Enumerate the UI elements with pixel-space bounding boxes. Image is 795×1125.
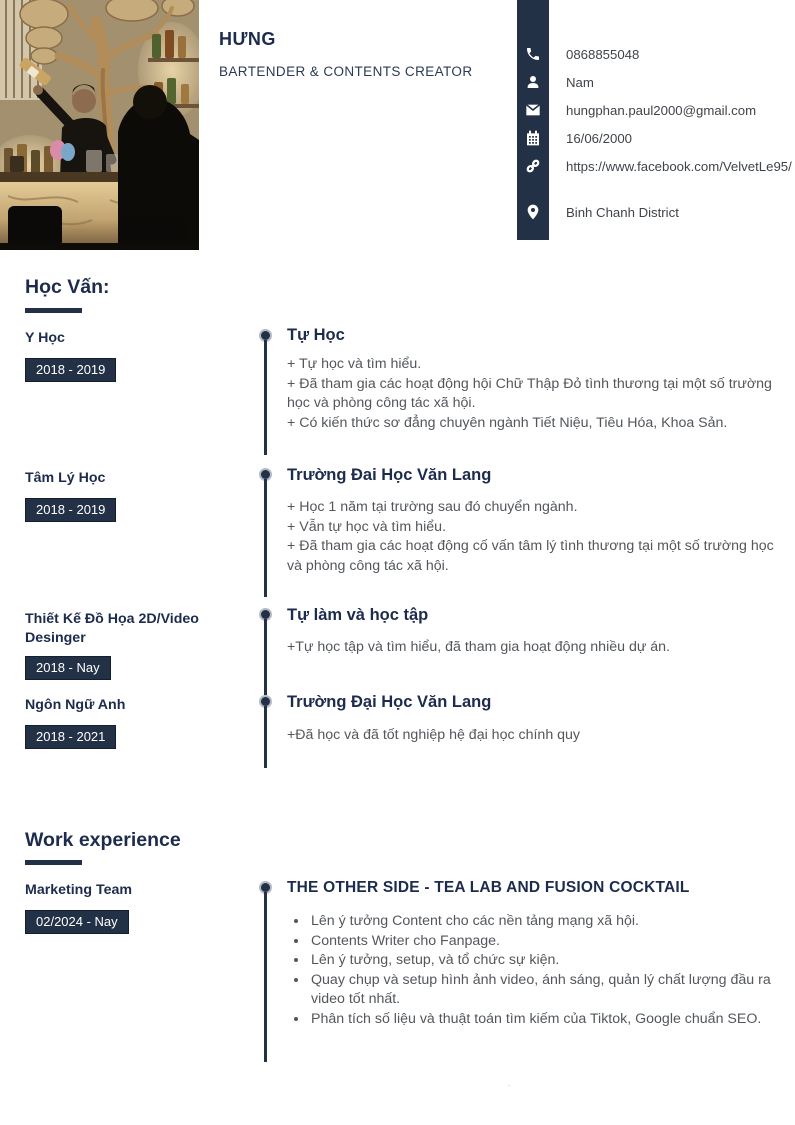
work-heading-underline — [25, 860, 82, 865]
phone-icon — [525, 46, 541, 62]
work-bullet: • Quay chụp và setup hình ảnh video, ánh sáng, quản lý chất lượng đầu ra video tốt nhất. — [309, 971, 795, 1010]
work-bullet: • Lên ý tưởng, setup, và tổ chức sự kiện. — [309, 951, 795, 971]
detail-line: + Đã tham gia các hoạt động hội Chữ Thập Đỏ tình thương tại một số trường học và phòng công tác xã hội. — [287, 375, 772, 411]
education-title: Tâm Lý Học — [25, 470, 106, 486]
education-title: Y Học — [25, 330, 65, 346]
detail-line: +Tự học tập và tìm hiểu, đã tham gia hoạt động nhiều dự án. — [287, 639, 670, 655]
education-title: Ngôn Ngữ Anh — [25, 697, 126, 713]
timeline-line — [264, 619, 267, 695]
work-bullet: • Contents Writer cho Fanpage. — [309, 932, 795, 952]
work-org: THE OTHER SIDE - TEA LAB AND FUSION COCKTAIL — [287, 879, 690, 896]
education-org: Trường Đai Học Văn Lang — [287, 466, 492, 484]
education-org: Trường Đại Học Văn Lang — [287, 693, 492, 711]
detail-line: +Đã học và đã tốt nghiệp hệ đại học chính quy — [287, 727, 581, 743]
education-section-heading: Học Vấn: — [25, 276, 110, 298]
candidate-name: HƯNG — [219, 29, 276, 49]
work-title: Marketing Team — [25, 882, 132, 898]
profile-photo — [0, 0, 199, 250]
education-period-badge: 2018 - 2019 — [25, 358, 116, 382]
education-details — [287, 638, 779, 658]
timeline-line — [264, 479, 267, 597]
education-org: Tự làm và học tập — [287, 606, 429, 624]
work-section-heading: Work experience — [25, 829, 181, 851]
location-icon — [525, 204, 541, 220]
education-period-badge: 2018 - Nay — [25, 656, 111, 680]
education-period-badge: 2018 - 2021 — [25, 725, 116, 749]
work-period-badge: 02/2024 - Nay — [25, 910, 129, 934]
education-details — [287, 726, 779, 746]
work-bullet: • Phân tích số liệu và thuật toán tìm kiếm của Tiktok, Google chuẩn SEO. — [309, 1010, 795, 1030]
timeline-line — [264, 340, 267, 455]
gender-value: Nam — [566, 75, 594, 90]
education-org: Tự Học — [287, 326, 345, 344]
link-icon — [525, 158, 541, 174]
education-details — [287, 498, 792, 576]
email-value: hungphan.paul2000@gmail.com — [566, 103, 757, 118]
work-bullet-list — [287, 912, 795, 1029]
birthday-value: 16/06/2000 — [566, 131, 633, 146]
detail-line: + Có kiến thức sơ đẳng chuyên ngành Tiết Niệu, Tiêu Hóa, Khoa Sản. — [287, 414, 728, 431]
phone-value: 0868855048 — [566, 47, 640, 62]
timeline-line — [264, 892, 267, 1062]
detail-line: + Vẫn tự học và tìm hiểu. — [287, 518, 446, 535]
education-title: Thiết Kế Đồ Họa 2D/Video Desinger — [25, 611, 199, 646]
calendar-icon — [525, 130, 541, 146]
detail-line: + Tự học và tìm hiểu. — [287, 356, 422, 372]
address-value: Binh Chanh District — [566, 205, 679, 220]
page-footer-mark: - — [508, 1083, 511, 1090]
detail-line: + Học 1 năm tại trường sau đó chuyển ngành. — [287, 499, 578, 515]
link-value: https://www.facebook.com/VelvetLe95/ — [566, 159, 792, 174]
work-bullet: • Lên ý tưởng Content cho các nền tảng mạng xã hội. — [309, 912, 795, 932]
education-heading-underline — [25, 308, 82, 313]
education-details — [287, 355, 779, 433]
detail-line: + Đã tham gia các hoạt động cố vấn tâm lý tình thương tại một số trường học và phòng công tác xã hội. — [287, 538, 774, 574]
education-period-badge: 2018 - 2019 — [25, 498, 116, 522]
email-icon — [525, 102, 541, 118]
bar-scene-illustration — [0, 0, 199, 250]
user-icon — [525, 74, 541, 90]
job-title: BARTENDER & CONTENTS CREATOR — [219, 64, 473, 79]
timeline-line — [264, 706, 267, 768]
